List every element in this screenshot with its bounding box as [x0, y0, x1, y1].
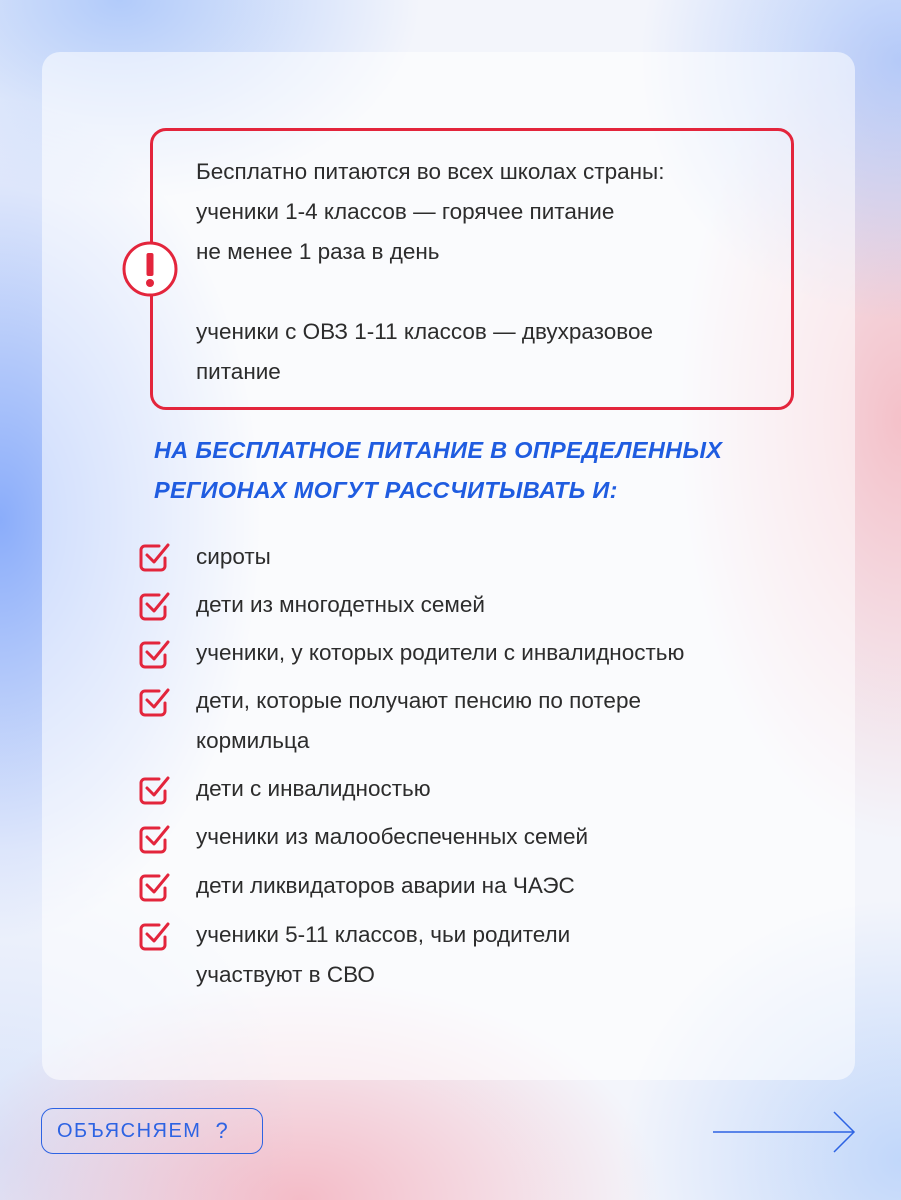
alert-line: Бесплатно питаются во всех школах страны: [196, 159, 665, 184]
arrow-right-icon[interactable] [712, 1110, 857, 1154]
checkbox-checked-icon [137, 589, 171, 623]
checkbox-checked-icon [137, 822, 171, 856]
exclamation-circle-icon [121, 240, 179, 298]
checkbox-checked-icon [137, 685, 171, 719]
list-item [196, 915, 816, 995]
list-item [196, 769, 816, 809]
heading-line: НА БЕСПЛАТНОЕ ПИТАНИЕ В ОПРЕДЕЛЕННЫХ [154, 437, 723, 463]
list-item [196, 537, 816, 577]
checkbox-checked-icon [137, 919, 171, 953]
list-item-text: ученики из малообеспеченных семей [196, 824, 589, 849]
list-item-text: дети ликвидаторов аварии на ЧАЭС [196, 873, 575, 898]
list-item-text: дети с инвалидностью [196, 776, 431, 801]
list-item [196, 633, 816, 673]
alert-text [196, 152, 786, 392]
alert-line: питание [196, 359, 281, 384]
list-item-text: ученики 5-11 классов, чьи родители [196, 922, 571, 947]
list-item-text: дети, которые получают пенсию по потере [196, 688, 641, 713]
list-item-text: ученики, у которых родители с инвалидностью [196, 640, 685, 665]
checkbox-checked-icon [137, 540, 171, 574]
section-heading [154, 430, 854, 510]
list-item-text: сироты [196, 544, 271, 569]
question-icon: ? [215, 1118, 228, 1143]
list-item-text: кормильца [196, 728, 310, 753]
list-item [196, 585, 816, 625]
list-item [196, 817, 816, 857]
heading-line: РЕГИОНАХ МОГУТ РАССЧИТЫВАТЬ И: [154, 477, 618, 503]
checkbox-checked-icon [137, 773, 171, 807]
alert-line: ученики с ОВЗ 1-11 классов — двухразовое [196, 319, 653, 344]
alert-line: не менее 1 раза в день [196, 239, 440, 264]
explain-tag-button[interactable] [41, 1108, 263, 1154]
checkbox-checked-icon [137, 870, 171, 904]
list-item-text: участвуют в СВО [196, 962, 375, 987]
explain-tag-label: ОБЪЯСНЯЕМ [57, 1119, 202, 1142]
alert-line: ученики 1-4 классов — горячее питание [196, 199, 615, 224]
list-item [196, 681, 816, 761]
list-item-text: дети из многодетных семей [196, 592, 485, 617]
list-item [196, 866, 816, 906]
checkbox-checked-icon [137, 637, 171, 671]
